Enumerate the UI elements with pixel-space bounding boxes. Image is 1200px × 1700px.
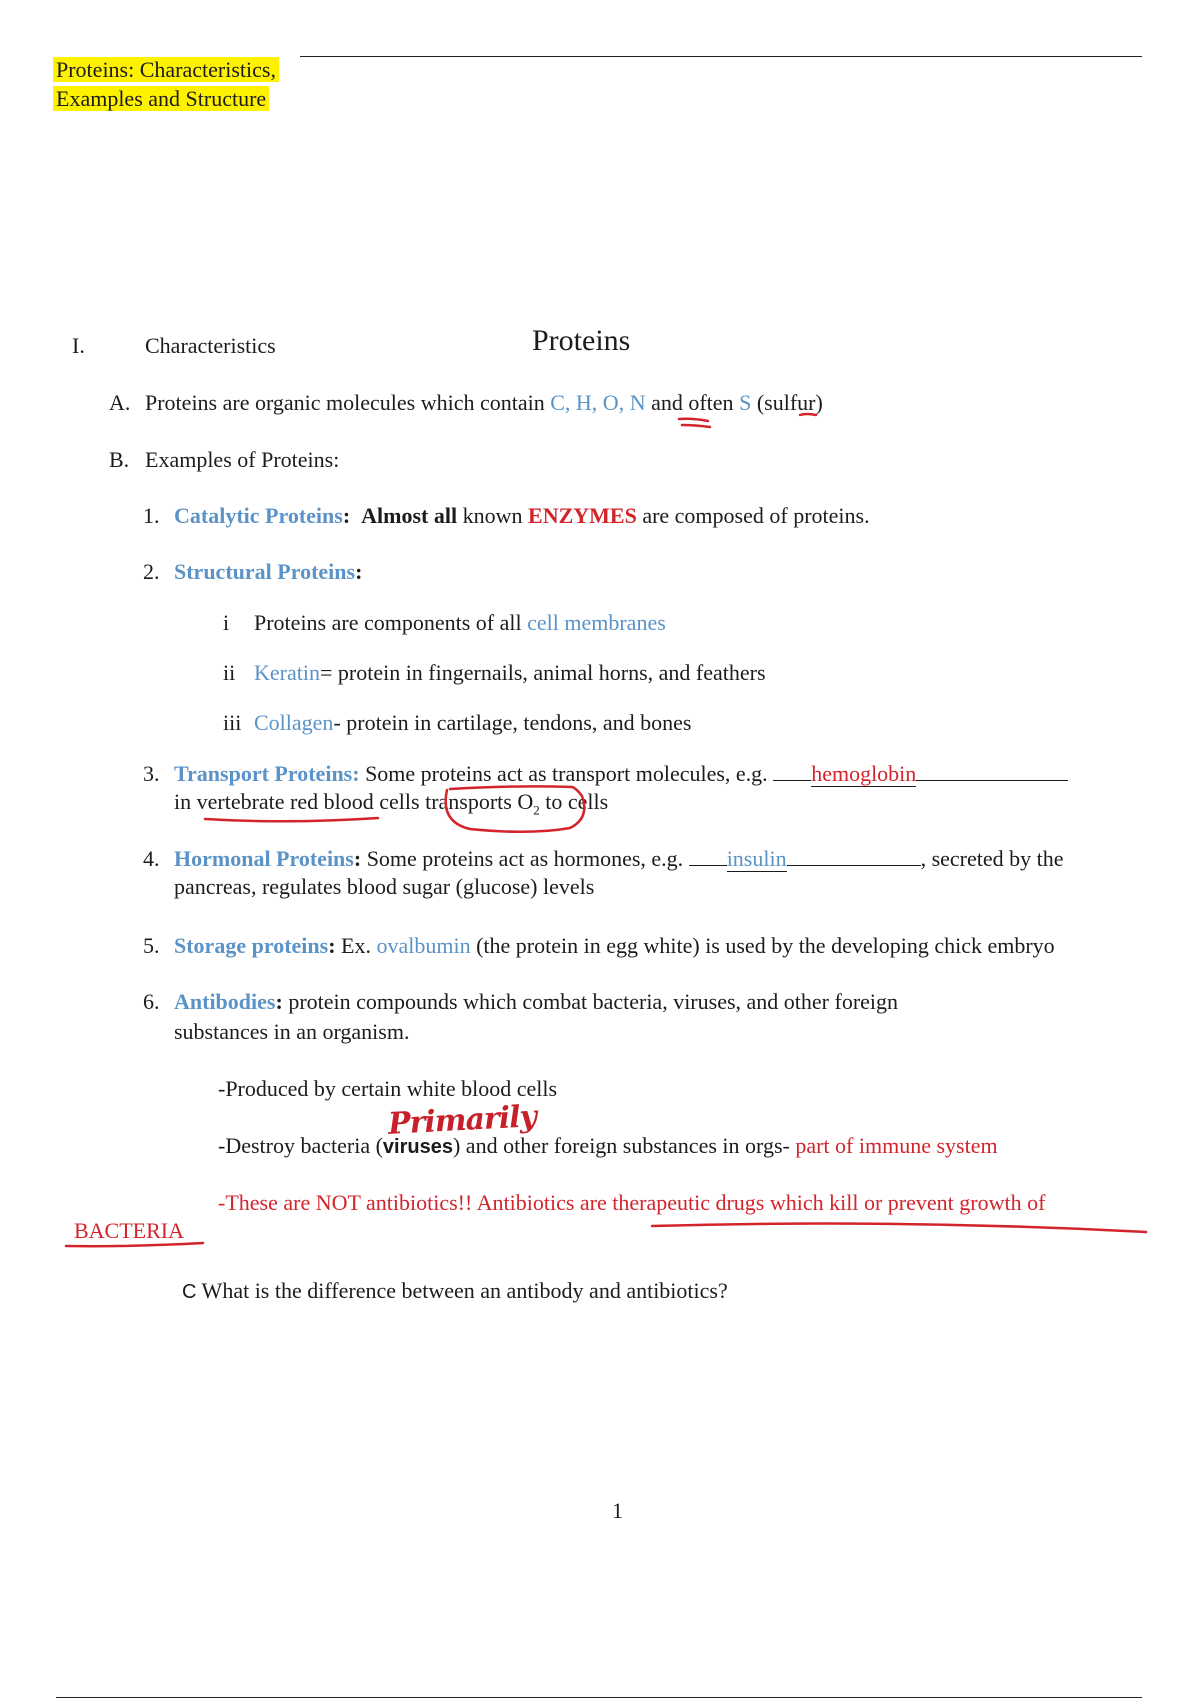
ex4-colon: : xyxy=(353,846,362,871)
ex1-colon: : xyxy=(342,503,351,528)
ovalbumin-term: ovalbumin xyxy=(376,933,471,958)
bullet2-a: -Destroy bacteria ( xyxy=(218,1133,383,1158)
transport-circle xyxy=(446,786,585,831)
item-b-letter: B. xyxy=(109,447,130,472)
immune-system-note: part of immune system xyxy=(795,1133,998,1158)
section-numeral: I. xyxy=(72,333,85,358)
antibody-bullet-1: -Produced by certain white blood cells xyxy=(218,1076,558,1101)
item-a-letter: A. xyxy=(109,390,131,415)
n-double-underline-1 xyxy=(679,419,708,421)
sub-iii-num: iii xyxy=(223,710,242,735)
title-line-2: Examples and Structure xyxy=(53,86,269,111)
hemoglobin-answer: hemoglobin xyxy=(811,761,917,786)
n-double-underline-2 xyxy=(682,425,710,427)
insulin-answer: insulin xyxy=(726,846,787,871)
item-a-mid: and often xyxy=(645,390,740,415)
ex1-bold: Almost all xyxy=(361,503,458,528)
bacteria-word: BACTERIA xyxy=(74,1218,184,1243)
ex3-text: Some proteins act as transport molecules, e.g. xyxy=(359,761,774,786)
page-title: Proteins xyxy=(532,324,631,357)
ex3-num: 3. xyxy=(143,761,160,786)
ex2-colon: : xyxy=(355,559,363,584)
item-a-before: Proteins are organic molecules which contain xyxy=(145,390,551,415)
sub-i-before: Proteins are components of all xyxy=(254,610,528,635)
section-label: Characteristics xyxy=(145,333,276,358)
item-b-text: Examples of Proteins: xyxy=(145,447,340,472)
ex1-mid: known xyxy=(457,503,529,528)
ex5-term: Storage proteins xyxy=(174,933,329,958)
ex5-text-b: (the protein in egg white) is used by the developing chick embryo xyxy=(470,933,1055,958)
ex6-colon: : xyxy=(275,989,283,1014)
keratin-term: Keratin xyxy=(254,660,320,685)
sub-ii-num: ii xyxy=(223,660,236,685)
item-a-after: (sulfur) xyxy=(751,390,823,415)
vertebrate-rbc-text: vertebrate red blood cells xyxy=(196,789,420,814)
rbc-underline xyxy=(205,818,378,821)
collagen-term: Collagen xyxy=(254,710,334,735)
ex3-line2-c: transports O xyxy=(419,789,534,814)
handwritten-primarily: Primarily xyxy=(387,1099,537,1142)
ex4-term: Hormonal Proteins xyxy=(174,846,354,871)
note-underline xyxy=(652,1224,1146,1232)
cell-membranes-term: cell membranes xyxy=(527,610,666,635)
sub-iii-after: - protein in cartilage, tendons, and bones xyxy=(333,710,692,735)
ex5-text-a: Ex. xyxy=(335,933,377,958)
ex1-num: 1. xyxy=(143,503,160,528)
ex3-term: Transport Proteins: xyxy=(174,761,360,786)
ex6-term: Antibodies xyxy=(174,989,276,1014)
bacteria-underline xyxy=(66,1243,203,1246)
ex6-line2: substances in an organism. xyxy=(174,1019,410,1044)
element-list: C, H, O, N xyxy=(550,390,646,415)
question-text: What is the difference between an antibody and antibiotics? xyxy=(196,1278,728,1303)
antibiotics-note: -These are NOT antibiotics!! Antibiotics are therapeutic drugs which kill or prevent growth of xyxy=(218,1190,1046,1215)
ex6-num: 6. xyxy=(143,989,160,1014)
ex3-line2-a: in xyxy=(174,789,197,814)
ex2-num: 2. xyxy=(143,559,160,584)
sub-ii-after: = protein in fingernails, animal horns, and feathers xyxy=(319,660,766,685)
ex5-colon: : xyxy=(328,933,336,958)
ex6-text: protein compounds which combat bacteria, viruses, and other foreign xyxy=(282,989,899,1014)
sub-i-num: i xyxy=(223,610,230,635)
ex2-term: Structural Proteins xyxy=(174,559,356,584)
o2-subscript: 2 xyxy=(533,802,540,818)
sulfur-symbol: S xyxy=(739,390,752,415)
question-letter: C xyxy=(182,1281,197,1303)
ex4-line2: pancreas, regulates blood sugar (glucose) levels xyxy=(174,874,595,899)
ex3-line2-d: to cells xyxy=(539,789,609,814)
ex1-term: Catalytic Proteins xyxy=(174,503,343,528)
ex4-text: Some proteins act as hormones, e.g. xyxy=(361,846,689,871)
ex1-after: are composed of proteins. xyxy=(636,503,870,528)
page-number: 1 xyxy=(612,1498,623,1523)
s-underline xyxy=(800,414,816,415)
viruses-bold: viruses xyxy=(382,1136,453,1158)
bullet2-b: ) and other foreign substances in orgs- xyxy=(452,1133,796,1158)
ex4-num: 4. xyxy=(143,846,160,871)
title-line-1: Proteins: Characteristics, xyxy=(53,57,279,82)
ex4-after: , secreted by the xyxy=(920,846,1064,871)
enzymes-term: ENZYMES xyxy=(528,503,637,528)
ex5-num: 5. xyxy=(143,933,160,958)
